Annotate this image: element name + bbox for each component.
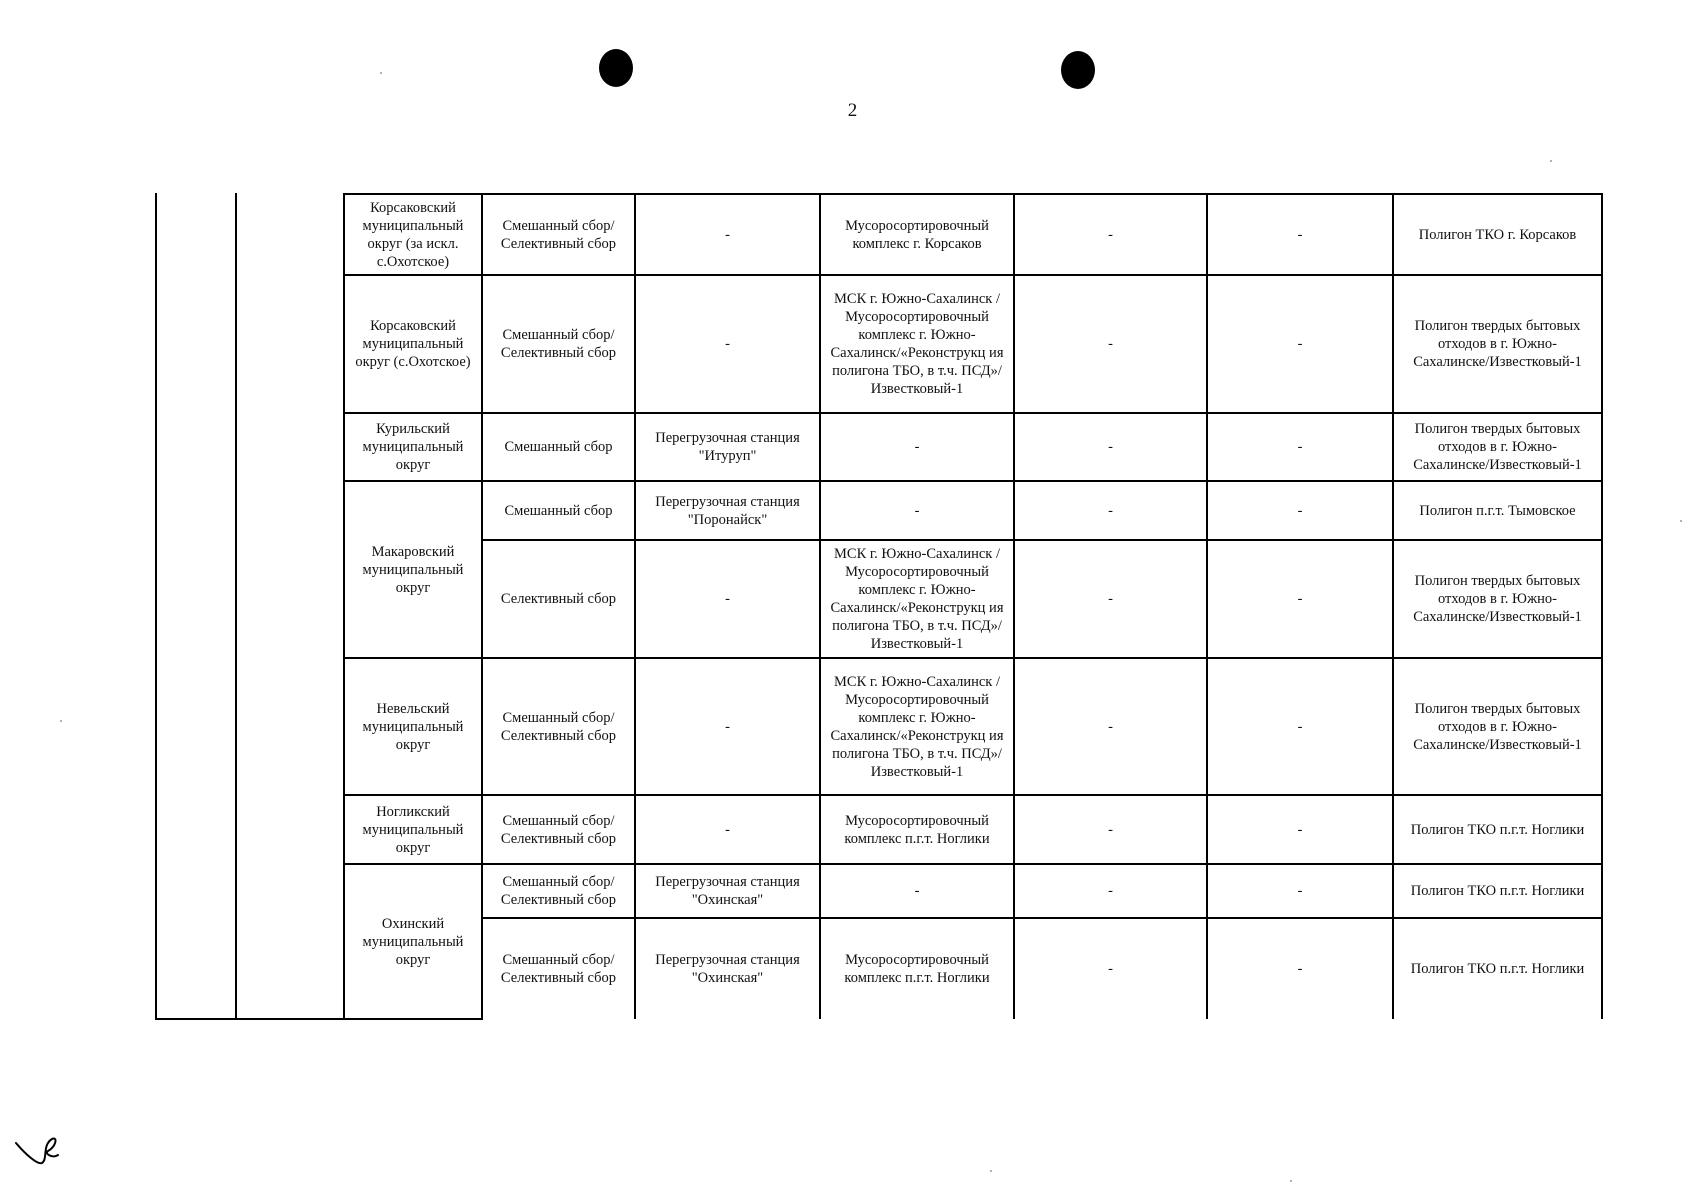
transfer-station-cell: -	[635, 658, 820, 795]
outer-table-columns	[155, 193, 346, 1020]
scan-speck	[380, 72, 382, 74]
column-6-cell: -	[1207, 413, 1393, 481]
collection-method-cell: Смешанный сбор	[482, 481, 635, 540]
outer-col-line-2	[235, 193, 237, 1020]
column-5-cell: -	[1014, 275, 1207, 413]
scan-speck	[1290, 1180, 1292, 1182]
column-5-cell: -	[1014, 481, 1207, 540]
transfer-station-cell: Перегрузочная станция "Итуруп"	[635, 413, 820, 481]
column-5-cell: -	[1014, 918, 1207, 1019]
table-row	[344, 795, 1602, 864]
table-row	[344, 864, 1602, 918]
column-6-cell: -	[1207, 540, 1393, 658]
scan-speck	[990, 1170, 992, 1172]
district-cell: Корсаковский муниципальный округ (за искл. с.Охотское)	[344, 194, 482, 275]
collection-method-cell: Селективный сбор	[482, 540, 635, 658]
processing-facility-cell: МСК г. Южно-Сахалинск / Мусоросортировочный комплекс г. Южно-Сахалинск/«Реконструкц ия полигона ТБО, в т.ч. ПСД»/Известковый-1	[820, 540, 1014, 658]
district-cell: Курильский муниципальный округ	[344, 413, 482, 481]
collection-method-cell: Смешанный сбор	[482, 413, 635, 481]
processing-facility-cell: МСК г. Южно-Сахалинск / Мусоросортировочный комплекс г. Южно-Сахалинск/«Реконструкц ия полигона ТБО, в т.ч. ПСД»/Известковый-1	[820, 658, 1014, 795]
disposal-site-cell: Полигон ТКО п.г.т. Ноглики	[1393, 918, 1602, 1019]
processing-facility-cell: Мусоросортировочный комплекс г. Корсаков	[820, 194, 1014, 275]
column-5-cell: -	[1014, 413, 1207, 481]
column-5-cell: -	[1014, 540, 1207, 658]
disposal-site-cell: Полигон твердых бытовых отходов в г. Южно-Сахалинске/Известковый-1	[1393, 658, 1602, 795]
disposal-site-cell: Полигон ТКО г. Корсаков	[1393, 194, 1602, 275]
column-6-cell: -	[1207, 194, 1393, 275]
punch-hole-right	[1061, 51, 1095, 89]
collection-method-cell: Смешанный сбор/ Селективный сбор	[482, 658, 635, 795]
punch-hole-left	[599, 49, 633, 87]
processing-facility-cell: -	[820, 864, 1014, 918]
scan-speck	[1680, 520, 1682, 522]
outer-bottom-line	[155, 1018, 346, 1020]
transfer-station-cell: Перегрузочная станция "Поронайск"	[635, 481, 820, 540]
column-6-cell: -	[1207, 275, 1393, 413]
page-number: 2	[847, 100, 858, 121]
collection-method-cell: Смешанный сбор/ Селективный сбор	[482, 194, 635, 275]
collection-method-cell: Смешанный сбор/ Селективный сбор	[482, 275, 635, 413]
processing-facility-cell: -	[820, 413, 1014, 481]
transfer-station-cell: Перегрузочная станция "Охинская"	[635, 864, 820, 918]
column-6-cell: -	[1207, 658, 1393, 795]
table-row	[344, 540, 1602, 658]
processing-facility-cell: Мусоросортировочный комплекс п.г.т. Ноглики	[820, 918, 1014, 1019]
district-cell: Ногликский муниципальный округ	[344, 795, 482, 864]
column-5-cell: -	[1014, 795, 1207, 864]
transfer-station-cell: -	[635, 540, 820, 658]
column-6-cell: -	[1207, 795, 1393, 864]
district-cell: Невельский муниципальный округ	[344, 658, 482, 795]
handwritten-mark	[12, 1125, 62, 1173]
district-cell: Охинский муниципальный округ	[344, 864, 482, 1019]
disposal-site-cell: Полигон твердых бытовых отходов в г. Южно-Сахалинске/Известковый-1	[1393, 275, 1602, 413]
transfer-station-cell: -	[635, 194, 820, 275]
table-row	[344, 413, 1602, 481]
processing-facility-cell: Мусоросортировочный комплекс п.г.т. Ноглики	[820, 795, 1014, 864]
district-cell: Корсаковский муниципальный округ (с.Охотское)	[344, 275, 482, 413]
disposal-site-cell: Полигон твердых бытовых отходов в г. Южно-Сахалинске/Известковый-1	[1393, 413, 1602, 481]
transfer-station-cell: -	[635, 275, 820, 413]
scan-speck	[1550, 160, 1552, 162]
collection-method-cell: Смешанный сбор/ Селективный сбор	[482, 918, 635, 1019]
processing-facility-cell: -	[820, 481, 1014, 540]
disposal-site-cell: Полигон п.г.т. Тымовское	[1393, 481, 1602, 540]
column-5-cell: -	[1014, 864, 1207, 918]
outer-col-line-1	[155, 193, 157, 1020]
waste-management-table	[343, 193, 1603, 1020]
transfer-station-cell: Перегрузочная станция "Охинская"	[635, 918, 820, 1019]
processing-facility-cell: МСК г. Южно-Сахалинск / Мусоросортировочный комплекс г. Южно-Сахалинск/«Реконструкц ия полигона ТБО, в т.ч. ПСД»/Известковый-1	[820, 275, 1014, 413]
column-6-cell: -	[1207, 481, 1393, 540]
column-5-cell: -	[1014, 194, 1207, 275]
collection-method-cell: Смешанный сбор/ Селективный сбор	[482, 864, 635, 918]
collection-method-cell: Смешанный сбор/ Селективный сбор	[482, 795, 635, 864]
column-6-cell: -	[1207, 918, 1393, 1019]
table-row	[344, 481, 1602, 540]
table-row	[344, 275, 1602, 413]
table-row	[344, 658, 1602, 795]
disposal-site-cell: Полигон ТКО п.г.т. Ноглики	[1393, 864, 1602, 918]
disposal-site-cell: Полигон ТКО п.г.т. Ноглики	[1393, 795, 1602, 864]
column-5-cell: -	[1014, 658, 1207, 795]
column-6-cell: -	[1207, 864, 1393, 918]
table-row	[344, 918, 1602, 1019]
table-row	[344, 194, 1602, 275]
scan-speck	[60, 720, 62, 722]
district-cell: Макаровский муниципальный округ	[344, 481, 482, 658]
disposal-site-cell: Полигон твердых бытовых отходов в г. Южно-Сахалинске/Известковый-1	[1393, 540, 1602, 658]
transfer-station-cell: -	[635, 795, 820, 864]
